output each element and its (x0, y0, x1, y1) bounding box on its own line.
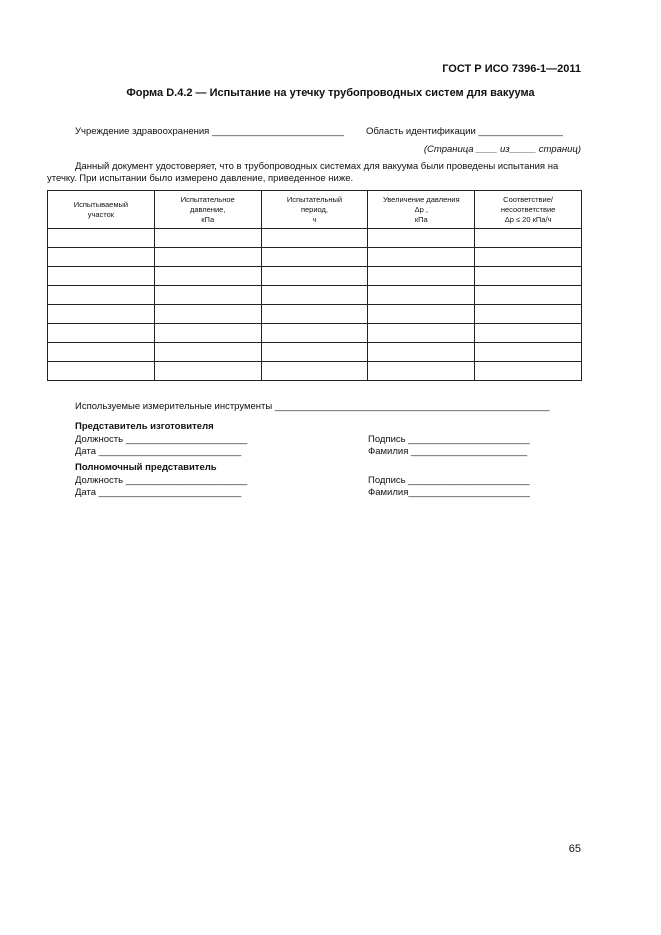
table-cell (154, 248, 261, 267)
table-cell (475, 343, 582, 362)
table-cell (261, 229, 368, 248)
column-header-line: Испытываемый (73, 199, 129, 209)
table-cell (154, 343, 261, 362)
table-row (48, 343, 582, 362)
column-header-line: Соответствие/ (503, 194, 553, 204)
table-row (48, 286, 582, 305)
column-header (154, 191, 261, 229)
column-header (475, 191, 582, 229)
table-cell (261, 286, 368, 305)
table-row (48, 248, 582, 267)
column-header-line: Испытательное (180, 194, 235, 204)
column-header-line: ч (312, 214, 317, 224)
table-cell (154, 286, 261, 305)
table-cell (368, 267, 475, 286)
table-cell (154, 324, 261, 343)
table-cell (261, 267, 368, 286)
table-cell (261, 324, 368, 343)
table-cell (475, 362, 582, 381)
table-cell (48, 267, 155, 286)
instruments-field: Используемые измерительные инструменты ____________________________________________________ (75, 401, 550, 412)
page-count-field: (Страница ____ из_____ страниц) (423, 144, 581, 155)
table-cell (48, 229, 155, 248)
column-header (261, 191, 368, 229)
table-cell (48, 286, 155, 305)
table-cell (368, 229, 475, 248)
table-cell (475, 305, 582, 324)
table-row (48, 305, 582, 324)
manufacturer-signature-field: Подпись _______________________ (368, 434, 530, 445)
column-header-line: Увеличение давления (382, 194, 460, 204)
manufacturer-date-field: Дата ___________________________ (75, 446, 242, 457)
form-title: Форма D.4.2 — Испытание на утечку трубопроводных систем для вакуума (126, 87, 535, 99)
column-header-line: период, (300, 204, 329, 214)
table-cell (261, 305, 368, 324)
manufacturer-position-field: Должность _______________________ (75, 434, 248, 445)
table-cell (368, 286, 475, 305)
table-row (48, 324, 582, 343)
column-header-line: несоответствие (500, 204, 556, 214)
table-cell (48, 305, 155, 324)
authorized-position-field: Должность _______________________ (75, 475, 248, 486)
test-results-table (47, 190, 582, 381)
authorized-surname-field: Фамилия_______________________ (368, 487, 530, 498)
standard-number: ГОСТ Р ИСО 7396-1—2011 (442, 63, 581, 75)
table-cell (368, 324, 475, 343)
table-row (48, 362, 582, 381)
column-header-line: давление, (189, 204, 226, 214)
column-header-line: кПа (414, 214, 428, 224)
table-cell (48, 324, 155, 343)
institution-field: Учреждение здравоохранения _________________________ (75, 126, 345, 137)
authorized-date-field: Дата ___________________________ (75, 487, 242, 498)
table-cell (48, 343, 155, 362)
table-row (48, 229, 582, 248)
column-header (48, 191, 155, 229)
manufacturer-rep-title: Представитель изготовителя (75, 421, 214, 432)
table-cell (475, 324, 582, 343)
column-header-line: Δp , (414, 204, 428, 214)
column-header-line: Испытательный (286, 194, 343, 204)
table-row (48, 267, 582, 286)
column-header (368, 191, 475, 229)
column-header-line: Δp ≤ 20 кПа/ч (504, 214, 552, 224)
table-cell (48, 362, 155, 381)
table-cell (475, 286, 582, 305)
table-cell (154, 305, 261, 324)
manufacturer-surname-field: Фамилия ______________________ (368, 446, 528, 457)
column-header-line: участок (87, 209, 115, 219)
identification-area-field: Область идентификации ________________ (366, 126, 563, 137)
table-cell (48, 248, 155, 267)
table-cell (475, 267, 582, 286)
table-cell (475, 248, 582, 267)
authorized-rep-title: Полномочный представитель (75, 462, 217, 473)
table-cell (261, 248, 368, 267)
table-cell (368, 305, 475, 324)
table-cell (368, 343, 475, 362)
table-cell (261, 343, 368, 362)
page-number: 65 (568, 843, 581, 855)
table-cell (475, 229, 582, 248)
table-cell (368, 362, 475, 381)
table-cell (154, 362, 261, 381)
table-cell (261, 362, 368, 381)
table-cell (154, 229, 261, 248)
table-cell (154, 267, 261, 286)
intro-paragraph: Данный документ удостоверяет, что в трубопроводных системах для вакуума были проведены испытания на утечку. При испытании было измерено давление, приведенное ниже. (47, 161, 559, 184)
column-header-line: кПа (201, 214, 215, 224)
authorized-signature-field: Подпись _______________________ (368, 475, 530, 486)
table-cell (368, 248, 475, 267)
